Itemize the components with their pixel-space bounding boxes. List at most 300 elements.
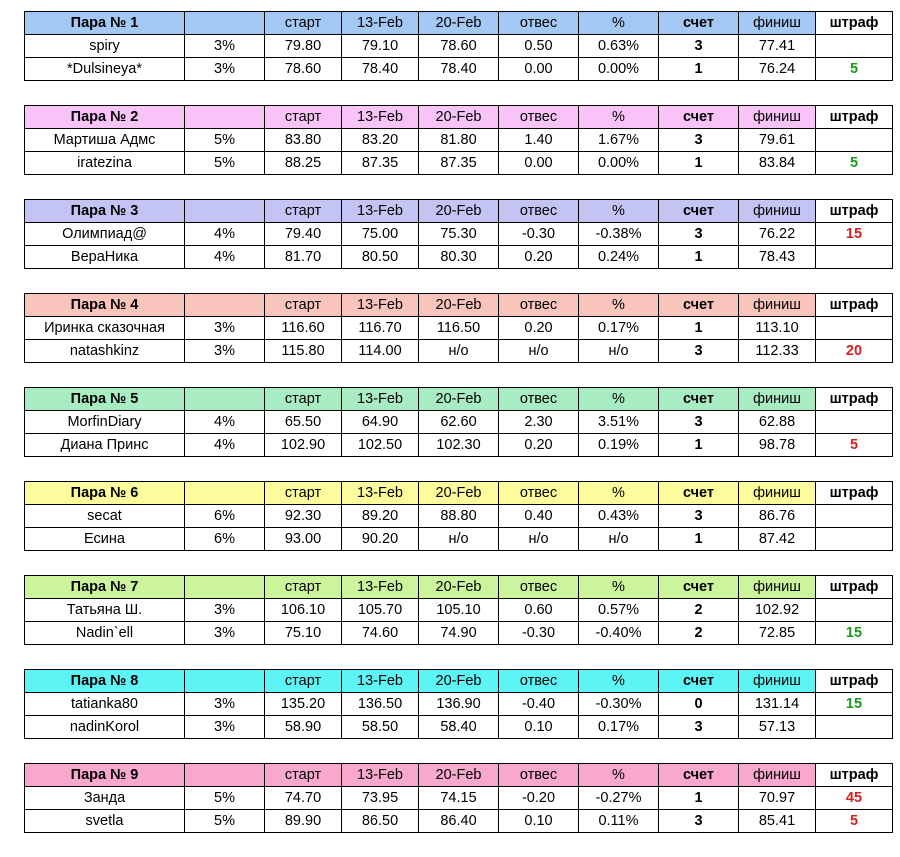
cell-otves: н/о [499,528,579,551]
cell-score: 3 [659,411,739,434]
column-header-score: счет [659,388,739,411]
pair-block [24,575,892,645]
cell-d1: 86.50 [342,810,419,833]
column-header-d2: 20-Feb [419,12,499,35]
cell-d2: 78.60 [419,35,499,58]
participant-name: nadinKorol [25,716,185,739]
cell-finish: 87.42 [739,528,816,551]
pair-table [24,105,893,175]
column-header-penalty: штраф [816,12,893,35]
cell-d2: 87.35 [419,152,499,175]
goal-percent: 4% [185,246,265,269]
cell-finish: 131.14 [739,693,816,716]
column-header-finish: финиш [739,12,816,35]
pairs-sheet [24,11,892,857]
cell-d1: 89.20 [342,505,419,528]
penalty-value: 15 [816,693,893,716]
cell-otves: 0.60 [499,599,579,622]
column-header-start: старт [265,670,342,693]
cell-d1: 80.50 [342,246,419,269]
column-header-d2: 20-Feb [419,670,499,693]
cell-d1: 83.20 [342,129,419,152]
cell-score: 3 [659,340,739,363]
participant-name: Иринка сказочная [25,317,185,340]
cell-otves: 2.30 [499,411,579,434]
participant-row [25,317,893,340]
cell-d2: 75.30 [419,223,499,246]
pair-block [24,669,892,739]
cell-otves: 0.20 [499,317,579,340]
column-header-finish: финиш [739,576,816,599]
header-blank-cell [185,764,265,787]
cell-start: 135.20 [265,693,342,716]
pair-block [24,387,892,457]
cell-finish: 83.84 [739,152,816,175]
pair-title: Пара № 8 [25,670,185,693]
cell-pct: н/о [579,528,659,551]
cell-d1: 114.00 [342,340,419,363]
participant-row [25,35,893,58]
cell-pct: 0.11% [579,810,659,833]
cell-start: 92.30 [265,505,342,528]
cell-d2: 102.30 [419,434,499,457]
pair-header-row [25,106,893,129]
goal-percent: 5% [185,810,265,833]
participant-row [25,787,893,810]
column-header-start: старт [265,482,342,505]
cell-start: 79.80 [265,35,342,58]
cell-score: 0 [659,693,739,716]
column-header-otves: отвес [499,294,579,317]
cell-d2: 88.80 [419,505,499,528]
cell-score: 1 [659,787,739,810]
pair-table [24,575,893,645]
column-header-pct: % [579,670,659,693]
column-header-start: старт [265,106,342,129]
cell-score: 1 [659,58,739,81]
column-header-penalty: штраф [816,200,893,223]
column-header-finish: финиш [739,388,816,411]
cell-pct: 0.63% [579,35,659,58]
column-header-finish: финиш [739,482,816,505]
column-header-score: счет [659,576,739,599]
cell-pct: 0.00% [579,152,659,175]
column-header-d2: 20-Feb [419,576,499,599]
penalty-value: 5 [816,434,893,457]
pair-title: Пара № 9 [25,764,185,787]
goal-percent: 5% [185,152,265,175]
cell-d1: 102.50 [342,434,419,457]
cell-d1: 105.70 [342,599,419,622]
pair-block [24,481,892,551]
cell-finish: 86.76 [739,505,816,528]
column-header-penalty: штраф [816,764,893,787]
penalty-value [816,317,893,340]
goal-percent: 6% [185,505,265,528]
cell-d2: н/о [419,340,499,363]
column-header-d1: 13-Feb [342,200,419,223]
cell-finish: 57.13 [739,716,816,739]
column-header-pct: % [579,200,659,223]
cell-otves: 0.40 [499,505,579,528]
penalty-value: 5 [816,58,893,81]
participant-row [25,622,893,645]
cell-start: 116.60 [265,317,342,340]
participant-name: iratezina [25,152,185,175]
header-blank-cell [185,670,265,693]
penalty-value: 5 [816,810,893,833]
column-header-otves: отвес [499,106,579,129]
cell-pct: н/о [579,340,659,363]
cell-d2: 74.90 [419,622,499,645]
pair-block [24,105,892,175]
cell-score: 3 [659,716,739,739]
cell-pct: 0.57% [579,599,659,622]
column-header-finish: финиш [739,670,816,693]
participant-name: Мартиша Адмс [25,129,185,152]
cell-score: 1 [659,317,739,340]
cell-score: 1 [659,528,739,551]
participant-name: Занда [25,787,185,810]
cell-d2: 116.50 [419,317,499,340]
cell-d1: 79.10 [342,35,419,58]
participant-row [25,434,893,457]
cell-finish: 79.61 [739,129,816,152]
cell-d1: 73.95 [342,787,419,810]
column-header-pct: % [579,482,659,505]
cell-otves: 1.40 [499,129,579,152]
goal-percent: 5% [185,129,265,152]
column-header-start: старт [265,294,342,317]
pair-table [24,669,893,739]
cell-otves: н/о [499,340,579,363]
pair-header-row [25,200,893,223]
column-header-score: счет [659,200,739,223]
cell-d2: 78.40 [419,58,499,81]
cell-d1: 78.40 [342,58,419,81]
goal-percent: 5% [185,787,265,810]
column-header-penalty: штраф [816,388,893,411]
column-header-d1: 13-Feb [342,764,419,787]
column-header-d1: 13-Feb [342,388,419,411]
cell-otves: -0.40 [499,693,579,716]
pair-title: Пара № 7 [25,576,185,599]
pair-block [24,293,892,363]
column-header-otves: отвес [499,12,579,35]
column-header-score: счет [659,670,739,693]
participant-name: MorfinDiary [25,411,185,434]
cell-finish: 112.33 [739,340,816,363]
participant-name: Олимпиад@ [25,223,185,246]
pair-title: Пара № 4 [25,294,185,317]
column-header-penalty: штраф [816,106,893,129]
participant-name: *Dulsineya* [25,58,185,81]
cell-d2: н/о [419,528,499,551]
cell-d2: 62.60 [419,411,499,434]
cell-pct: -0.30% [579,693,659,716]
goal-percent: 4% [185,434,265,457]
pair-title: Пара № 1 [25,12,185,35]
cell-pct: -0.38% [579,223,659,246]
column-header-score: счет [659,482,739,505]
cell-d2: 86.40 [419,810,499,833]
pair-title: Пара № 3 [25,200,185,223]
pair-table [24,199,893,269]
column-header-finish: финиш [739,106,816,129]
cell-start: 65.50 [265,411,342,434]
column-header-penalty: штраф [816,482,893,505]
header-blank-cell [185,482,265,505]
cell-pct: -0.27% [579,787,659,810]
cell-start: 89.90 [265,810,342,833]
column-header-start: старт [265,764,342,787]
cell-start: 79.40 [265,223,342,246]
cell-start: 81.70 [265,246,342,269]
pair-table [24,387,893,457]
cell-otves: 0.10 [499,810,579,833]
column-header-pct: % [579,388,659,411]
cell-pct: 0.19% [579,434,659,457]
cell-finish: 77.41 [739,35,816,58]
penalty-value [816,35,893,58]
column-header-otves: отвес [499,482,579,505]
cell-start: 83.80 [265,129,342,152]
column-header-penalty: штраф [816,576,893,599]
cell-d2: 80.30 [419,246,499,269]
cell-start: 115.80 [265,340,342,363]
header-blank-cell [185,200,265,223]
goal-percent: 3% [185,317,265,340]
penalty-value [816,599,893,622]
cell-otves: 0.20 [499,246,579,269]
cell-score: 2 [659,599,739,622]
participant-name: svetla [25,810,185,833]
column-header-score: счет [659,12,739,35]
participant-row [25,246,893,269]
column-header-d1: 13-Feb [342,482,419,505]
cell-d2: 58.40 [419,716,499,739]
cell-pct: 0.43% [579,505,659,528]
cell-d1: 64.90 [342,411,419,434]
penalty-value: 15 [816,223,893,246]
cell-finish: 70.97 [739,787,816,810]
column-header-pct: % [579,576,659,599]
goal-percent: 4% [185,223,265,246]
cell-pct: -0.40% [579,622,659,645]
cell-start: 75.10 [265,622,342,645]
penalty-value [816,528,893,551]
cell-pct: 0.17% [579,716,659,739]
cell-start: 106.10 [265,599,342,622]
penalty-value: 20 [816,340,893,363]
cell-finish: 76.24 [739,58,816,81]
column-header-finish: финиш [739,764,816,787]
cell-start: 58.90 [265,716,342,739]
participant-name: Татьяна Ш. [25,599,185,622]
participant-name: tatianka80 [25,693,185,716]
cell-score: 2 [659,622,739,645]
pair-table [24,293,893,363]
participant-row [25,693,893,716]
column-header-score: счет [659,106,739,129]
penalty-value [816,505,893,528]
participant-name: secat [25,505,185,528]
column-header-penalty: штраф [816,670,893,693]
cell-otves: 0.00 [499,58,579,81]
column-header-d2: 20-Feb [419,106,499,129]
cell-finish: 62.88 [739,411,816,434]
participant-row [25,810,893,833]
header-blank-cell [185,576,265,599]
cell-d2: 136.90 [419,693,499,716]
column-header-penalty: штраф [816,294,893,317]
participant-name: ВераНика [25,246,185,269]
cell-pct: 0.00% [579,58,659,81]
cell-pct: 3.51% [579,411,659,434]
pair-table [24,481,893,551]
goal-percent: 3% [185,693,265,716]
penalty-value [816,129,893,152]
cell-score: 1 [659,152,739,175]
column-header-d2: 20-Feb [419,764,499,787]
column-header-otves: отвес [499,764,579,787]
participant-row [25,528,893,551]
participant-row [25,599,893,622]
cell-score: 3 [659,505,739,528]
header-blank-cell [185,294,265,317]
participant-name: Есина [25,528,185,551]
penalty-value [816,246,893,269]
column-header-finish: финиш [739,294,816,317]
participant-name: natashkinz [25,340,185,363]
goal-percent: 3% [185,58,265,81]
goal-percent: 3% [185,622,265,645]
cell-d1: 87.35 [342,152,419,175]
cell-finish: 113.10 [739,317,816,340]
column-header-d2: 20-Feb [419,200,499,223]
pair-header-row [25,294,893,317]
cell-score: 1 [659,246,739,269]
cell-d2: 105.10 [419,599,499,622]
pair-header-row [25,12,893,35]
pair-block [24,763,892,833]
cell-score: 3 [659,129,739,152]
column-header-start: старт [265,576,342,599]
cell-finish: 76.22 [739,223,816,246]
cell-start: 93.00 [265,528,342,551]
cell-pct: 0.17% [579,317,659,340]
column-header-start: старт [265,388,342,411]
cell-start: 74.70 [265,787,342,810]
column-header-d1: 13-Feb [342,106,419,129]
cell-score: 3 [659,810,739,833]
column-header-pct: % [579,106,659,129]
cell-finish: 98.78 [739,434,816,457]
column-header-pct: % [579,294,659,317]
participant-name: Диана Принс [25,434,185,457]
participant-row [25,58,893,81]
cell-d1: 74.60 [342,622,419,645]
pair-table [24,11,893,81]
header-blank-cell [185,12,265,35]
participant-name: Nadin`ell [25,622,185,645]
cell-otves: 0.20 [499,434,579,457]
column-header-pct: % [579,12,659,35]
column-header-start: старт [265,12,342,35]
column-header-d1: 13-Feb [342,12,419,35]
cell-d2: 74.15 [419,787,499,810]
column-header-d2: 20-Feb [419,294,499,317]
cell-start: 88.25 [265,152,342,175]
cell-pct: 1.67% [579,129,659,152]
pair-header-row [25,670,893,693]
participant-row [25,411,893,434]
participant-name: spiry [25,35,185,58]
cell-finish: 78.43 [739,246,816,269]
pair-title: Пара № 2 [25,106,185,129]
penalty-value: 5 [816,152,893,175]
column-header-d1: 13-Feb [342,670,419,693]
goal-percent: 4% [185,411,265,434]
participant-row [25,716,893,739]
cell-otves: 0.00 [499,152,579,175]
column-header-d2: 20-Feb [419,482,499,505]
pair-title: Пара № 5 [25,388,185,411]
cell-start: 102.90 [265,434,342,457]
column-header-finish: финиш [739,200,816,223]
participant-row [25,129,893,152]
cell-otves: -0.20 [499,787,579,810]
goal-percent: 6% [185,528,265,551]
cell-d1: 116.70 [342,317,419,340]
column-header-d1: 13-Feb [342,576,419,599]
column-header-start: старт [265,200,342,223]
cell-d1: 136.50 [342,693,419,716]
goal-percent: 3% [185,599,265,622]
cell-d1: 90.20 [342,528,419,551]
cell-finish: 72.85 [739,622,816,645]
penalty-value: 15 [816,622,893,645]
cell-pct: 0.24% [579,246,659,269]
column-header-otves: отвес [499,200,579,223]
pair-header-row [25,482,893,505]
participant-row [25,505,893,528]
pair-table [24,763,893,833]
cell-start: 78.60 [265,58,342,81]
cell-d2: 81.80 [419,129,499,152]
pair-title: Пара № 6 [25,482,185,505]
cell-finish: 85.41 [739,810,816,833]
cell-score: 3 [659,35,739,58]
column-header-score: счет [659,764,739,787]
participant-row [25,223,893,246]
column-header-d2: 20-Feb [419,388,499,411]
participant-row [25,340,893,363]
cell-d1: 75.00 [342,223,419,246]
column-header-d1: 13-Feb [342,294,419,317]
header-blank-cell [185,106,265,129]
pair-header-row [25,764,893,787]
penalty-value: 45 [816,787,893,810]
column-header-otves: отвес [499,576,579,599]
cell-finish: 102.92 [739,599,816,622]
column-header-otves: отвес [499,388,579,411]
cell-d1: 58.50 [342,716,419,739]
penalty-value [816,716,893,739]
pair-header-row [25,388,893,411]
cell-otves: -0.30 [499,223,579,246]
cell-otves: 0.50 [499,35,579,58]
